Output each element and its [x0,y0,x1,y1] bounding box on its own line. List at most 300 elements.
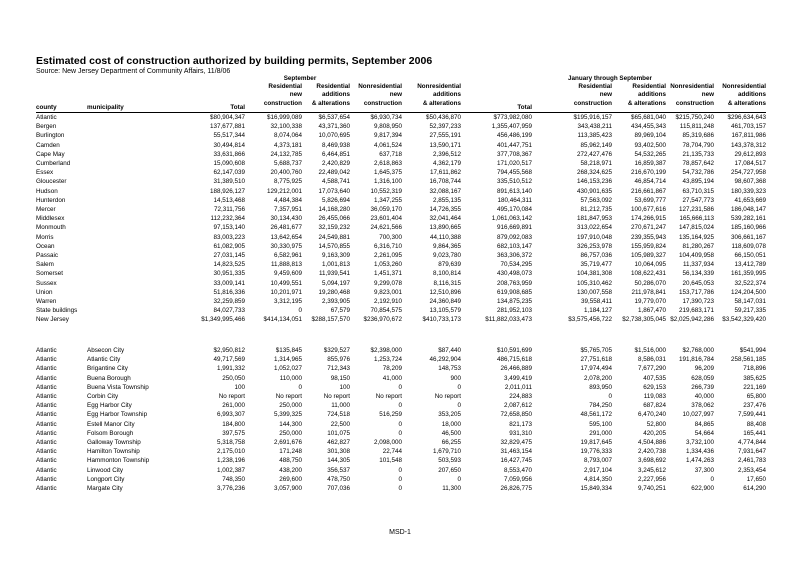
cell-county: New Jersey [36,316,69,324]
cell-county: Passaic [36,252,59,259]
cell-m_nres_new: $6,930,734 [370,114,402,121]
municipality-row [0,429,800,438]
cell-y_res_add: 420,205 [643,429,666,437]
cell-county: Atlantic [36,347,57,354]
cell-m_total: 748,350 [222,475,245,483]
cell-county: Salem [36,261,54,269]
cell-m_res_add: 14,168,280 [318,206,350,213]
cell-m_res_new: 30,330,975 [270,242,302,250]
cell-y_total: 931,310 [509,429,532,437]
cell-y_nres_new: 135,164,925 [678,233,714,241]
cell-y_res_add: 270,671,247 [630,224,666,232]
cell-y_nres_add: 17,650 [746,475,766,483]
cell-m_res_new: 9,459,609 [273,270,302,278]
county-row [0,260,800,269]
cell-m_nres_new: 36,059,170 [370,206,402,213]
month-group-header: September [283,75,317,82]
cell-m_res_new: 4,373,181 [273,141,302,149]
cell-y_res_new: 2,078,200 [583,374,612,382]
cell-m_res_new: 2,691,676 [273,439,302,446]
cell-m_total: 261,000 [222,402,245,410]
cell-m_nres_add: 11,300 [442,485,461,492]
column-header-ytd-res-add: Residential additions & alterations [627,83,666,107]
cell-y_nres_new: 147,815,024 [678,224,714,232]
cell-m_res_new: 4,484,384 [273,196,302,204]
cell-m_res_new: 8,074,064 [273,132,302,140]
cell-y_res_add: 2,420,738 [637,448,666,456]
cell-county: Atlantic [36,429,57,437]
cell-county: Atlantic [36,420,57,428]
cell-y_nres_add: 66,150,051 [734,252,766,259]
cell-m_res_add: 11,000 [331,402,350,410]
column-header-ytd-res-new: Residential new construction [573,83,612,107]
cell-m_res_new: 129,212,001 [266,187,302,195]
cell-m_res_add: 724,518 [327,411,350,419]
cell-m_total: 1,238,196 [216,457,245,465]
cell-m_nres_add: 24,360,849 [429,298,461,305]
column-header-municipality: municipality [87,104,124,111]
cell-y_nres_add: 461,703,157 [730,123,766,131]
cell-m_total: 51,816,336 [213,288,245,296]
cell-m_nres_add: 2,396,512 [432,150,461,158]
cell-m_nres_add: 8,116,315 [433,279,461,287]
cell-y_nres_new: $2,768,000 [682,347,714,354]
cell-m_nres_new: 2,618,863 [373,160,402,167]
cell-m_total: $80,904,347 [209,114,245,121]
cell-y_total: $773,982,080 [493,114,532,121]
cell-m_total: 49,717,569 [213,356,245,364]
cell-m_nres_new: 1,645,375 [373,169,402,177]
cell-y_res_new: 0 [608,393,612,400]
cell-y_total: 134,875,235 [496,298,532,305]
cell-municipality: Brigantine City [87,365,128,373]
municipality-row [0,447,800,456]
cell-m_total: $2,950,812 [213,347,245,354]
cell-m_nres_new: 0 [398,429,402,437]
cell-m_nres_new: 516,259 [379,411,402,419]
cell-m_res_add: 712,343 [327,365,350,373]
cell-y_nres_new: 54,664 [694,429,714,437]
cell-m_res_add: 1,001,813 [321,261,350,269]
cell-y_nres_add: 4,774,844 [737,439,766,446]
cell-county: Gloucester [36,178,67,186]
cell-m_nres_add: 0 [457,383,461,391]
cell-m_nres_add: 9,864,365 [432,242,461,250]
county-row [0,214,800,223]
municipality-row [0,438,800,447]
cell-y_total: 619,908,685 [496,288,532,296]
cell-m_total: 1,991,332 [216,365,245,373]
cell-y_nres_add: 167,811,986 [731,132,766,140]
cell-y_total: 1,355,407,959 [491,123,532,131]
cell-y_nres_new: 11,337,934 [682,261,714,269]
cell-m_nres_add: 27,555,191 [429,132,461,140]
cell-m_res_add: 707,036 [327,485,350,492]
cell-y_nres_new: 43,895,194 [682,178,714,186]
cell-m_total: 30,951,335 [213,270,245,278]
cell-m_res_new: 24,132,785 [270,150,302,158]
cell-y_total: 1,061,063,142 [491,215,532,223]
cell-m_res_add: $288,157,570 [311,316,350,324]
cell-y_res_new: 86,757,036 [580,252,612,259]
cell-m_res_new: 269,600 [279,475,302,483]
cell-m_res_add: 2,420,829 [321,160,350,167]
county-row [0,131,800,140]
cell-m_total: 250,050 [222,374,245,382]
cell-y_res_add: 216,670,199 [630,169,666,177]
cell-y_nres_new: 78,704,790 [682,141,714,149]
cell-m_total: $1,349,995,466 [201,316,245,324]
cell-m_total: 397,575 [222,429,245,437]
cell-m_res_new: 144,300 [279,420,302,428]
cell-m_res_new: 250,000 [279,402,302,410]
cell-m_total: 62,147,039 [213,169,245,177]
cell-y_nres_new: 0 [710,475,714,483]
cell-y_nres_new: 78,857,642 [682,160,714,167]
cell-y_nres_add: 58,147,031 [734,298,766,305]
cell-y_total: 2,011,011 [504,383,532,391]
cell-m_res_add: 22,489,042 [318,169,350,177]
cell-m_nres_new: 1,053,260 [373,261,402,269]
cell-y_res_new: 35,719,477 [580,261,612,269]
cell-m_nres_new: 41,000 [382,374,402,382]
cell-m_total: 30,494,814 [213,141,245,149]
cell-m_res_add: 6,464,851 [321,150,350,158]
cell-m_nres_add: 1,679,710 [432,448,461,456]
cell-m_nres_add: 66,255 [441,439,461,446]
cell-m_res_add: 11,939,541 [318,270,350,278]
cell-m_res_new: 5,688,737 [273,160,302,167]
cell-y_total: 70,534,295 [500,261,532,269]
report-title: Estimated cost of construction authorized by building permits, September 2006 [36,55,433,67]
cell-county: Atlantic [36,393,57,400]
cell-m_nres_add: 18,000 [441,420,461,428]
cell-m_total: 33,631,866 [213,150,245,158]
cell-m_nres_new: 1,253,724 [373,356,402,364]
cell-m_res_add: 17,073,640 [318,187,350,195]
cell-y_res_new: 39,558,411 [580,298,612,305]
cell-y_res_add: 108,622,431 [630,270,666,278]
cell-m_nres_new: $236,970,672 [363,316,402,324]
cell-m_total: 31,389,510 [213,178,245,186]
cell-y_res_new: 893,950 [589,383,612,391]
cell-y_res_new: 1,184,127 [583,307,612,315]
cell-y_total: 26,826,775 [500,485,532,492]
cell-m_res_add: $6,537,654 [318,114,350,121]
cell-y_nres_add: 385,625 [743,374,766,382]
cell-m_res_add: 5,826,694 [321,196,350,204]
cell-y_total: 821,173 [509,420,532,428]
cell-m_nres_new: 4,061,524 [373,141,402,149]
cell-y_nres_add: 185,160,966 [730,224,766,232]
cell-m_res_new: 11,888,813 [270,261,302,269]
cell-municipality: Hammonton Township [87,457,150,465]
cell-county: Union [36,288,53,296]
cell-m_nres_add: 4,362,179 [432,160,461,167]
county-row [0,269,800,278]
cell-y_total: 180,464,311 [497,196,532,204]
cell-y_nres_new: 63,710,315 [682,187,714,195]
cell-m_nres_new: 0 [398,383,402,391]
cell-county: Cape May [36,150,65,158]
cell-y_nres_new: 1,474,263 [685,457,714,465]
cell-m_res_new: 7,357,951 [273,206,302,213]
cell-y_nres_add: 180,339,323 [730,187,766,195]
cell-county: Atlantic [36,448,57,456]
cell-m_nres_new: 1,451,371 [373,270,402,278]
cell-y_nres_new: 1,334,436 [685,448,714,456]
cell-y_total: 31,463,154 [500,448,532,456]
cell-county: Atlantic [36,466,57,474]
cell-m_total: 97,153,140 [213,224,245,232]
cell-m_nres_add: No report [434,393,461,400]
cell-y_res_new: 57,563,092 [580,196,612,204]
cell-county: Mercer [36,206,56,213]
cell-y_nres_new: 81,280,267 [682,242,714,250]
cell-y_res_add: 2,227,956 [637,475,666,483]
cell-y_total: 682,103,147 [496,242,532,250]
cell-y_total: 377,708,367 [496,150,532,158]
county-row [0,297,800,306]
cell-y_res_new: 15,849,334 [580,485,612,492]
county-row [0,177,800,186]
cell-y_res_new: 8,793,007 [583,457,612,465]
cell-county: Hunterdon [36,196,66,204]
cell-municipality: Hamilton Township [87,448,140,456]
cell-y_nres_new: 21,135,733 [682,150,714,158]
cell-m_total: 27,031,145 [213,252,245,259]
county-row [0,205,800,214]
cell-m_nres_add: 148,753 [438,365,461,373]
cell-y_res_add: 174,266,915 [630,215,666,223]
cell-y_res_add: 155,959,824 [630,242,666,250]
cell-m_nres_add: 207,650 [438,466,461,474]
cell-m_nres_add: 32,088,167 [429,187,461,195]
cell-y_res_add: $1,516,000 [634,347,666,354]
cell-y_nres_add: $296,634,643 [727,114,766,121]
cell-y_nres_add: 143,378,312 [730,141,766,149]
cell-y_res_new: $5,765,705 [580,347,612,354]
cell-m_nres_add: 52,397,233 [429,123,461,131]
cell-y_nres_new: 622,900 [691,485,714,492]
cell-y_total: 171,020,517 [496,160,532,167]
column-header-month-res-new: Residential new construction [263,83,302,107]
cell-y_res_add: 46,854,714 [634,178,666,186]
cell-y_nres_new: 628,059 [691,374,714,382]
cell-y_res_add: 16,859,387 [634,160,666,167]
cell-m_nres_new: 78,209 [382,365,402,373]
cell-m_res_add: 855,976 [327,356,350,364]
cell-m_res_add: No report [323,393,350,400]
cell-y_nres_add: 254,727,958 [730,169,766,177]
cell-m_nres_new: 23,601,404 [370,215,402,223]
cell-county: Atlantic [36,383,57,391]
county-row [0,113,800,122]
cell-y_nres_new: 20,645,053 [682,279,714,287]
cell-m_res_new: 110,000 [279,374,302,382]
column-header-county: county [36,104,57,111]
cell-y_nres_new: $215,750,240 [675,114,714,121]
cell-m_total: 61,082,905 [213,242,245,250]
cell-y_nres_add: 161,359,995 [730,270,766,278]
cell-y_res_new: 27,751,618 [580,356,612,364]
cell-y_res_new: 430,901,635 [576,187,612,195]
cell-m_total: 100 [234,383,245,391]
cell-y_nres_new: 10,027,997 [682,411,714,419]
cell-municipality: Absecon City [87,347,125,354]
cell-y_nres_new: 85,319,686 [682,132,714,140]
cell-y_res_add: 1,867,470 [637,307,666,315]
cell-y_nres_new: 17,390,723 [682,298,714,305]
cell-y_res_add: 54,532,265 [634,150,666,158]
cell-m_nres_new: 24,621,566 [370,224,402,232]
cell-m_total: 15,090,608 [213,160,245,167]
cell-county: Hudson [36,187,58,195]
cell-county: Atlantic [36,356,57,364]
cell-m_res_add: 43,371,360 [318,123,350,131]
cell-m_res_add: 478,750 [327,475,350,483]
cell-y_nres_new: 219,683,171 [678,307,714,315]
cell-y_total: 335,510,512 [496,178,532,186]
cell-municipality: Buena Vista Township [87,383,149,391]
cell-y_nres_add: 59,217,335 [734,307,766,315]
cell-county: Atlantic [36,402,57,410]
cell-m_res_add: 14,570,855 [318,242,350,250]
cell-y_nres_add: 29,612,893 [734,150,766,158]
cell-county: Atlantic [36,439,57,446]
cell-m_nres_new: 0 [398,485,402,492]
cell-m_res_new: 30,134,430 [270,215,302,223]
column-header-month-nres-add: Nonresidential additions & alterations [417,83,461,107]
cell-y_res_add: 7,677,290 [637,365,666,373]
cell-y_nres_new: 56,134,339 [682,270,714,278]
cell-y_nres_add: 258,561,185 [730,356,766,364]
cell-y_total: 495,170,084 [496,206,532,213]
cell-y_nres_add: 221,169 [743,383,766,391]
cell-county: Camden [36,141,60,149]
cell-y_res_new: $3,575,456,722 [568,316,612,324]
cell-m_nres_add: 13,590,171 [429,141,461,149]
cell-m_res_add: 22,500 [330,420,350,428]
column-header-month-nres-new: Nonresidential new construction [358,83,402,107]
cell-m_res_add: 67,579 [330,307,350,315]
cell-m_nres_new: 700,300 [379,233,402,241]
cell-y_res_add: 19,779,070 [634,298,666,305]
cell-m_nres_new: 9,823,001 [373,288,402,296]
cell-m_nres_new: 0 [398,402,402,410]
cell-county: State buildings [36,307,78,315]
cell-municipality: Galloway Township [87,439,141,446]
cell-m_nres_add: 9,023,780 [432,252,461,259]
column-header-month-total: Total [230,104,245,111]
cell-m_total: 14,513,468 [213,196,245,204]
cell-y_res_new: 146,153,236 [576,178,612,186]
cell-county: Warren [36,298,57,305]
cell-m_nres_add: 503,593 [438,457,461,465]
municipality-row [0,383,800,392]
cell-m_nres_add: 13,890,665 [429,224,461,232]
cell-m_nres_new: 101,548 [379,457,402,465]
cell-y_res_new: 113,385,423 [577,132,612,140]
cell-m_res_add: 100 [339,383,350,391]
cell-y_nres_new: 40,000 [694,393,714,400]
cell-m_res_add: 4,588,741 [321,178,350,186]
cell-m_res_new: $16,999,089 [266,114,302,121]
cell-m_total: 188,926,127 [209,187,245,195]
cell-m_nres_new: 2,192,910 [373,298,402,305]
cell-m_res_add: $329,527 [323,347,350,354]
cell-y_nres_add: $541,994 [739,347,766,354]
cell-m_nres_add: 879,639 [438,261,461,269]
cell-y_res_add: 6,470,240 [637,411,666,419]
municipality-row [0,346,800,355]
cell-m_nres_new: 0 [398,420,402,428]
cell-y_res_add: 53,699,777 [634,196,666,204]
cell-m_nres_add: 13,105,579 [429,307,461,315]
county-row [0,223,800,232]
cell-m_total: No report [218,393,245,400]
cell-m_nres_new: 1,316,100 [373,178,402,186]
cell-m_res_add: 2,393,905 [321,298,350,305]
cell-y_nres_new: 54,732,786 [682,169,714,177]
cell-m_res_add: 462,827 [327,439,350,446]
cell-y_res_add: 10,064,095 [634,261,666,269]
cell-y_res_add: 89,969,104 [634,132,666,140]
county-row [0,233,800,242]
cell-m_res_new: No report [275,393,302,400]
cell-m_nres_new: 2,261,095 [373,252,402,259]
cell-y_res_new: 326,253,978 [576,242,612,250]
cell-y_nres_add: 186,048,147 [730,206,766,213]
cell-m_res_new: 10,201,971 [270,288,302,296]
cell-y_total: 363,306,372 [496,252,532,259]
cell-y_res_add: 100,677,616 [630,206,666,213]
cell-y_total: 401,447,751 [496,141,532,149]
cell-y_nres_new: 27,547,773 [682,196,714,204]
cell-m_nres_new: 2,098,000 [373,439,402,446]
municipality-row [0,475,800,484]
cell-m_nres_add: 46,500 [441,429,461,437]
cell-m_res_add: 8,469,938 [321,141,350,149]
cell-municipality: Corbin City [87,393,119,400]
cell-m_res_new: 26,481,677 [270,224,302,232]
county-row [0,150,800,159]
cell-y_total: 72,658,850 [500,411,532,419]
cell-m_res_add: 301,308 [327,448,350,456]
cell-y_total: $10,591,699 [496,347,532,354]
cell-y_nres_add: 2,461,783 [737,457,766,465]
cell-m_res_new: 13,642,654 [270,233,302,241]
cell-m_res_add: 101,075 [327,429,350,437]
cell-y_res_add: 9,740,251 [637,485,666,492]
cell-y_nres_new: 153,717,786 [678,288,714,296]
cell-m_res_new: 8,775,925 [273,178,302,186]
cell-m_nres_add: 2,855,135 [432,196,461,204]
cell-y_total: 32,829,475 [500,439,532,446]
cell-m_res_add: 9,163,309 [321,252,350,259]
cell-y_nres_new: 191,816,784 [678,356,714,364]
cell-y_res_add: 216,661,867 [630,187,666,195]
cell-y_res_new: 19,776,333 [580,448,612,456]
cell-m_nres_add: 8,100,814 [432,270,461,278]
cell-y_nres_add: 17,084,517 [734,160,766,167]
ytd-group-header: January through September [568,75,652,82]
cell-y_total: 916,669,891 [496,224,532,232]
cell-y_res_add: 8,586,031 [637,356,666,364]
cell-m_nres_add: 900 [450,374,461,382]
cell-county: Ocean [36,242,55,250]
cell-municipality: Longport City [87,475,125,483]
